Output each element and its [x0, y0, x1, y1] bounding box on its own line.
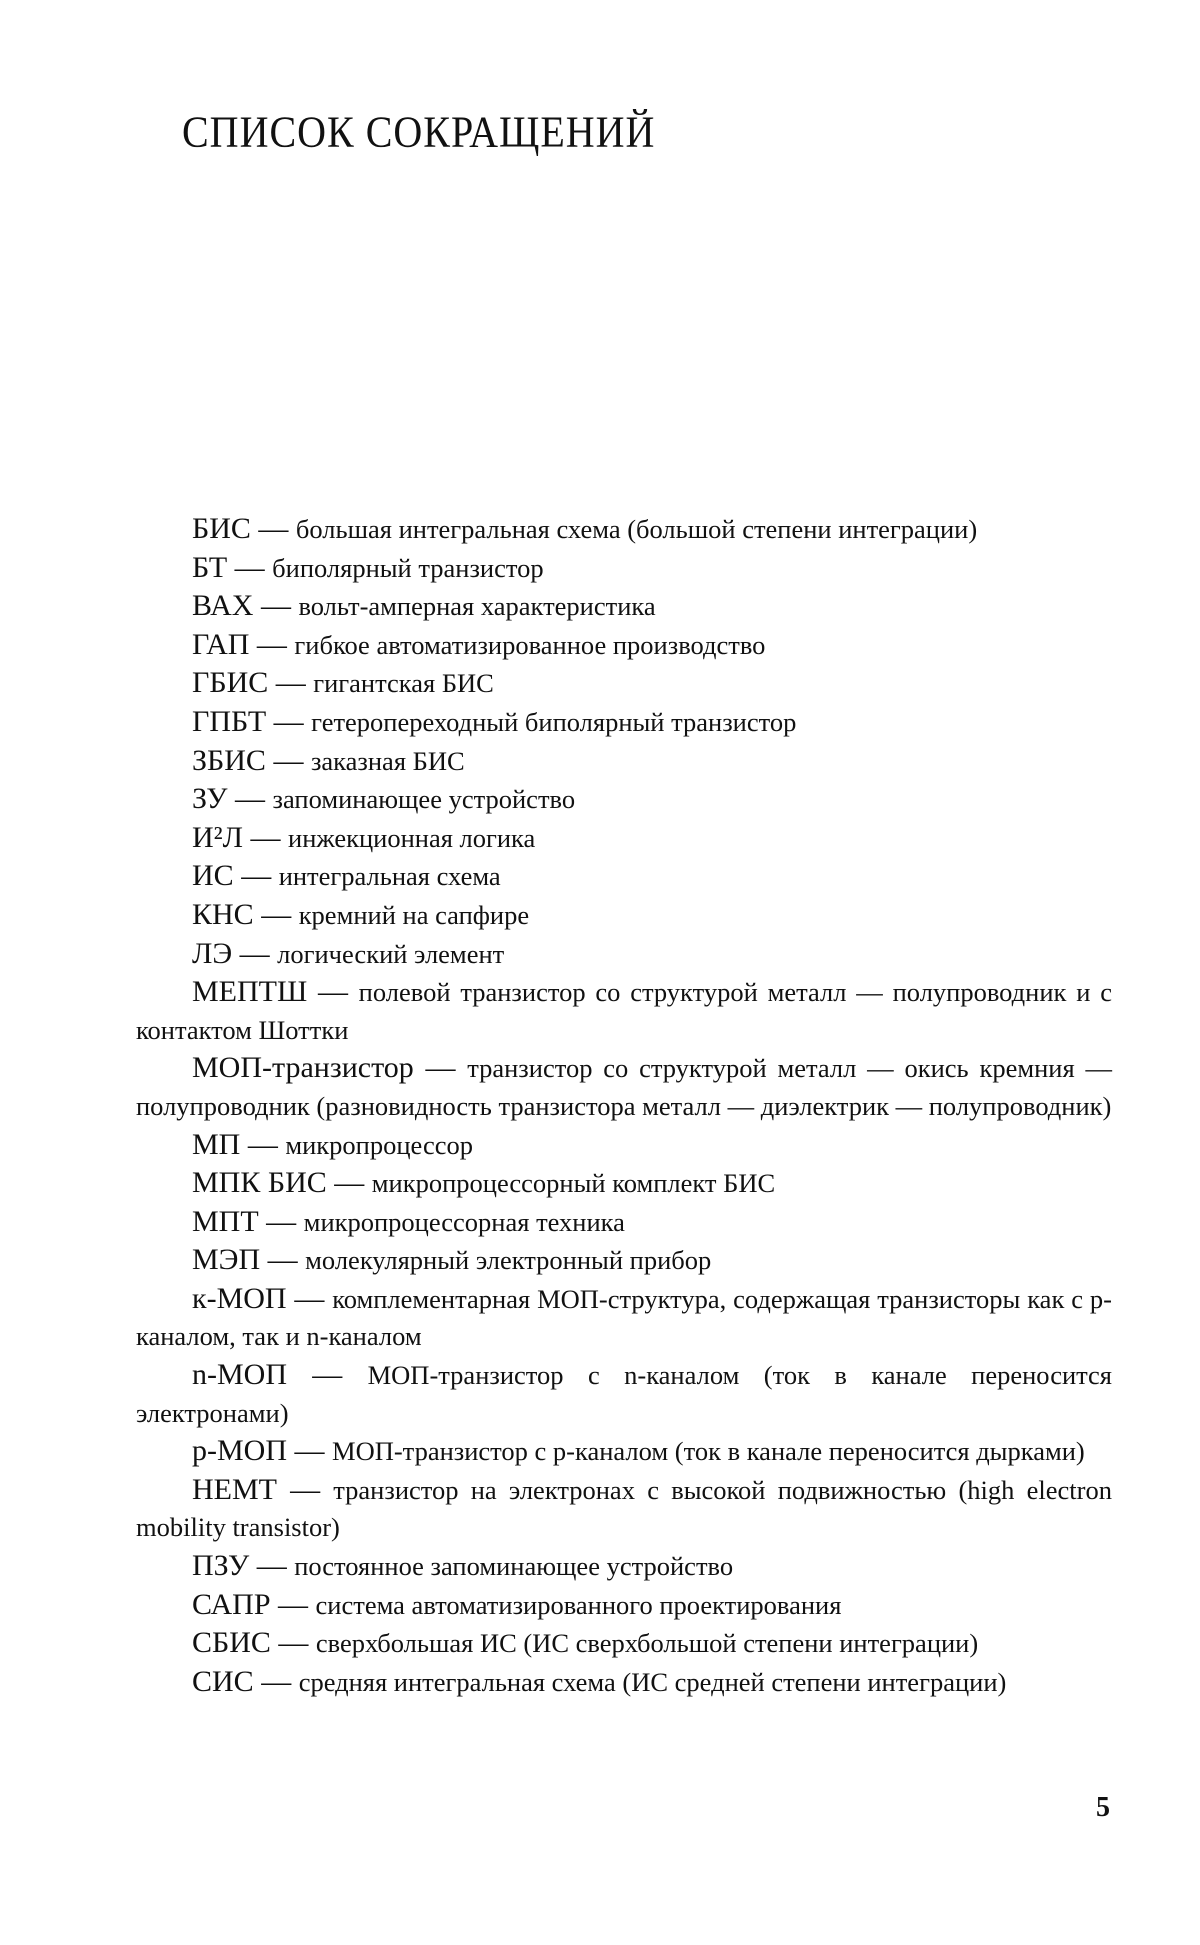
abbreviation-entry — [136, 626, 1112, 665]
abbreviation-term: ЗБИС — [192, 743, 266, 777]
abbreviation-entry — [136, 1547, 1112, 1586]
separator-dash: — — [266, 704, 312, 738]
separator-dash: — — [233, 859, 279, 893]
abbreviation-term: ЛЭ — [192, 936, 233, 970]
separator-dash: — — [232, 936, 278, 970]
abbreviation-term: к-МОП — [192, 1281, 287, 1315]
separator-dash: — — [270, 1587, 316, 1621]
separator-dash: — — [286, 1281, 333, 1315]
abbreviation-term: p-МОП — [192, 1434, 287, 1468]
separator-dash: — — [265, 743, 311, 777]
separator-dash: — — [253, 897, 299, 931]
abbreviation-term: ГБИС — [192, 666, 269, 700]
abbreviation-entry — [136, 935, 1112, 974]
abbreviation-definition: МОП-транзистор с p-каналом (ток в канале переносится дырками) — [332, 1436, 1085, 1467]
abbreviation-entry — [136, 857, 1112, 896]
abbreviation-term: БИС — [192, 512, 251, 545]
abbreviation-definition: МОП-транзистор с n-каналом (ток в канале переносится электронами) — [136, 1360, 1112, 1428]
separator-dash: — — [253, 589, 299, 623]
separator-dash: — — [250, 512, 296, 545]
abbreviation-definition: сверхбольшая ИС (ИС сверхбольшой степени интеграции) — [315, 1628, 979, 1659]
abbreviation-definition: транзистор на электронах с высокой подвижностью (high electron mobility transistor) — [136, 1474, 1112, 1543]
abbreviation-definition: полевой транзистор со структурой металл — полупроводник и с контактом Шоттки — [136, 977, 1112, 1045]
separator-dash: — — [260, 1243, 306, 1277]
abbreviation-entry — [136, 587, 1112, 626]
abbreviation-definition: молекулярный электронный прибор — [305, 1245, 712, 1276]
abbreviation-entry — [136, 1663, 1112, 1702]
abbreviation-entry — [136, 1432, 1112, 1471]
abbreviation-term: СБИС — [192, 1626, 271, 1660]
abbreviation-term: ПЗУ — [192, 1549, 250, 1583]
abbreviation-entry — [136, 819, 1112, 858]
abbreviation-term: ГПБТ — [192, 704, 267, 738]
abbreviation-definition: комплементарная МОП-структура, содержащая транзисторы как с p-каналом, так и n-каналом — [136, 1283, 1113, 1352]
separator-dash: — — [249, 627, 295, 661]
page-number: 5 — [1096, 1792, 1110, 1823]
abbreviation-entry — [136, 1049, 1112, 1125]
abbreviation-definition: система автоматизированного проектирования — [315, 1589, 842, 1620]
abbreviation-definition: гигантская БИС — [313, 668, 494, 699]
abbreviation-definition: микропроцессорный комплект БИС — [371, 1168, 776, 1199]
abbreviation-entry — [136, 742, 1112, 781]
abbreviation-definition: биполярный транзистор — [272, 552, 544, 583]
abbreviation-definition: вольт-амперная характеристика — [298, 591, 656, 622]
separator-dash: — — [270, 1626, 316, 1660]
abbreviation-term: НЕМТ — [192, 1472, 277, 1506]
abbreviation-definition: постоянное запоминающее устройство — [294, 1551, 734, 1582]
abbreviation-term: МЭП — [192, 1243, 261, 1277]
page-title: СПИСОК СОКРАЩЕНИЙ — [182, 106, 656, 157]
separator-dash: — — [253, 1664, 299, 1698]
abbreviation-entry — [136, 510, 1112, 549]
abbreviation-definition: логический элемент — [277, 938, 505, 969]
separator-dash: — — [227, 550, 273, 584]
abbreviation-term: МПК БИС — [192, 1166, 327, 1200]
abbreviation-term: МПТ — [192, 1204, 259, 1238]
abbreviation-entry — [136, 1586, 1112, 1625]
abbreviation-definition: кремний на сапфире — [298, 899, 530, 930]
abbreviation-term: ИС — [192, 859, 234, 893]
abbreviation-definition: запоминающее устройство — [272, 784, 576, 815]
separator-dash: — — [307, 975, 359, 1009]
abbreviation-definition: инжекционная логика — [288, 822, 536, 853]
abbreviation-term: МЕПТШ — [192, 975, 308, 1009]
abbreviation-definition: заказная БИС — [310, 745, 465, 776]
abbreviation-term: САПР — [192, 1587, 271, 1621]
separator-dash: — — [287, 1434, 332, 1468]
abbreviation-entry — [136, 1164, 1112, 1203]
abbreviation-definition: микропроцессорная техника — [303, 1206, 625, 1237]
abbreviation-term: СИС — [192, 1664, 254, 1698]
abbreviation-list — [136, 510, 1112, 1701]
abbreviation-definition: интегральная схема — [278, 861, 501, 892]
abbreviation-entry — [136, 1280, 1112, 1356]
separator-dash: — — [413, 1051, 468, 1085]
abbreviation-definition: микропроцессор — [285, 1129, 473, 1160]
abbreviation-definition: транзистор со структурой металл — окись кремния — полупроводник (разновидность транзистора металл — диэлектрик — полупроводник) — [136, 1053, 1113, 1121]
abbreviation-entry — [136, 703, 1112, 742]
abbreviation-term: ВАХ — [192, 589, 254, 623]
abbreviation-entry — [136, 1356, 1112, 1432]
abbreviation-entry — [136, 1126, 1112, 1165]
abbreviation-entry — [136, 973, 1112, 1049]
abbreviation-definition: гетеропереходный биполярный транзистор — [311, 706, 797, 737]
abbreviation-term: ЗУ — [192, 782, 228, 816]
abbreviation-definition: большая интегральная схема (большой степени интеграции) — [295, 514, 978, 544]
abbreviation-entry — [136, 780, 1112, 819]
separator-dash: — — [227, 782, 273, 816]
abbreviation-entry — [136, 1203, 1112, 1242]
separator-dash: — — [249, 1549, 295, 1583]
abbreviation-definition: гибкое автоматизированное производство — [294, 629, 766, 660]
abbreviation-entry — [136, 1471, 1112, 1547]
separator-dash: — — [243, 820, 289, 854]
abbreviation-term: И²Л — [192, 820, 244, 854]
separator-dash: — — [258, 1204, 304, 1238]
abbreviation-term: МП — [192, 1127, 241, 1161]
abbreviation-term: КНС — [192, 897, 254, 931]
abbreviation-entry — [136, 896, 1112, 935]
separator-dash: — — [277, 1472, 334, 1506]
abbreviation-term: МОП-транзистор — [192, 1051, 414, 1085]
separator-dash: — — [326, 1166, 372, 1200]
abbreviation-entry — [136, 664, 1112, 703]
abbreviation-term: БТ — [192, 550, 228, 584]
separator-dash: — — [268, 666, 314, 700]
abbreviation-entry — [136, 1241, 1112, 1280]
abbreviation-definition: средняя интегральная схема (ИС средней степени интеграции) — [298, 1666, 1007, 1697]
abbreviation-term: n-МОП — [192, 1358, 287, 1392]
abbreviation-term: ГАП — [192, 627, 250, 661]
abbreviation-entry — [136, 549, 1112, 588]
separator-dash: — — [287, 1358, 368, 1392]
separator-dash: — — [240, 1127, 286, 1161]
abbreviation-entry — [136, 1624, 1112, 1663]
